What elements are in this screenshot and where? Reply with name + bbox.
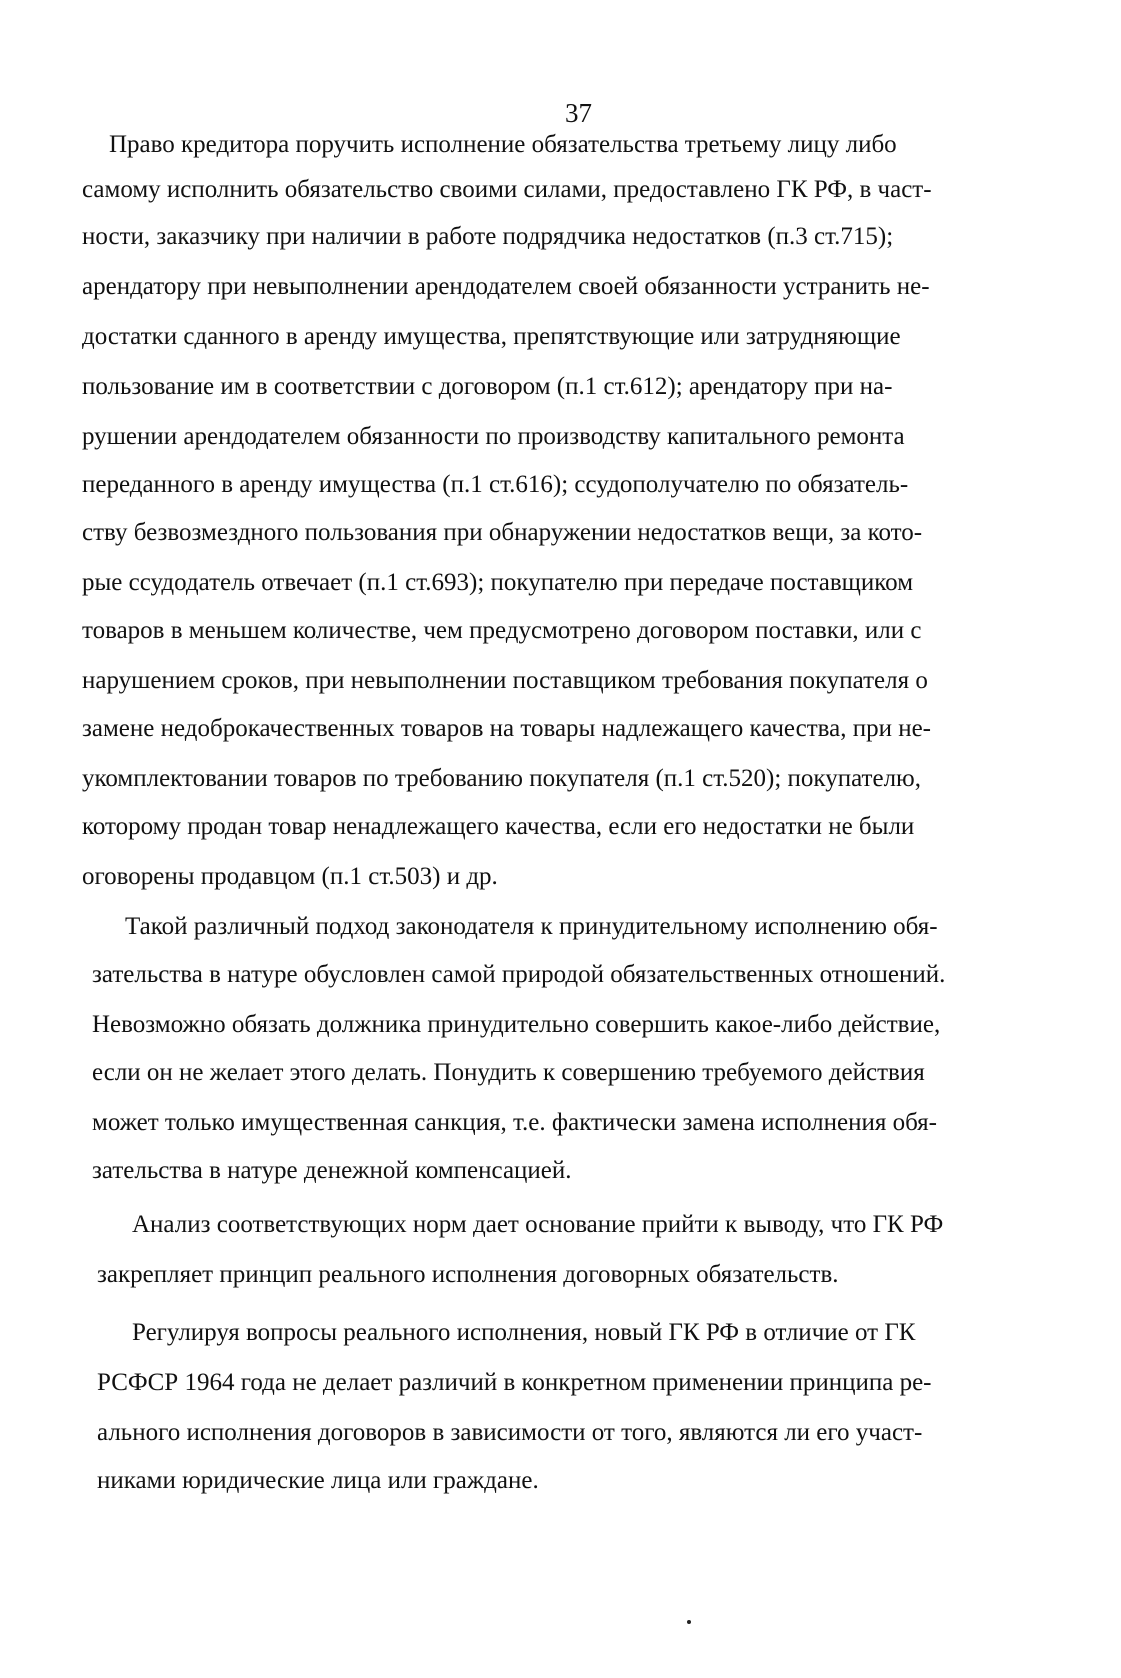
- text-line: зательства в натуре денежной компенсацией.: [92, 1157, 572, 1184]
- text-line: пользование им в соответствии с договором (п.1 ст.612); арендатору при на-: [82, 373, 893, 400]
- text-line: закрепляет принцип реального исполнения договорных обязательств.: [97, 1261, 839, 1288]
- text-line: Такой различный подход законодателя к принудительному исполнению обя-: [125, 913, 938, 940]
- text-line: оговорены продавцом (п.1 ст.503) и др.: [82, 863, 498, 890]
- text-line: никами юридические лица или граждане.: [97, 1467, 539, 1494]
- text-line: нарушением сроков, при невыполнении поставщиком требования покупателя о: [82, 667, 928, 694]
- text-line: переданного в аренду имущества (п.1 ст.616); ссудополучателю по обязатель-: [82, 471, 909, 498]
- text-line: укомплектовании товаров по требованию покупателя (п.1 ст.520); покупателю,: [82, 765, 921, 792]
- text-line: самому исполнить обязательство своими силами, предоставлено ГК РФ, в част-: [82, 176, 932, 203]
- text-line: ности, заказчику при наличии в работе подрядчика недостатков (п.3 ст.715);: [82, 223, 894, 250]
- text-line: рушении арендодателем обязанности по производству капитального ремонта: [82, 423, 905, 450]
- text-line: ального исполнения договоров в зависимости от того, являются ли его участ-: [97, 1419, 923, 1446]
- text-line: зательства в натуре обусловлен самой природой обязательственных отношений.: [92, 961, 946, 988]
- text-line: замене недоброкачественных товаров на товары надлежащего качества, при не-: [82, 715, 932, 742]
- text-line: Регулируя вопросы реального исполнения, новый ГК РФ в отличие от ГК: [132, 1319, 916, 1346]
- text-line: Право кредитора поручить исполнение обязательства третьему лицу либо: [109, 131, 897, 158]
- text-line: достатки сданного в аренду имущества, препятствующие или затрудняющие: [82, 323, 901, 350]
- text-line: Анализ соответствующих норм дает основание прийти к выводу, что ГК РФ: [132, 1211, 944, 1238]
- text-line: которому продан товар ненадлежащего качества, если его недостатки не были: [82, 813, 915, 840]
- text-line: товаров в меньшем количестве, чем предусмотрено договором поставки, или с: [82, 617, 922, 644]
- text-line: если он не желает этого делать. Понудить к совершению требуемого действия: [92, 1059, 925, 1086]
- scan-speck: [687, 1620, 691, 1624]
- text-line: может только имущественная санкция, т.е. фактически замена исполнения обя-: [92, 1109, 937, 1136]
- text-line: ству безвозмездного пользования при обнаружении недостатков вещи, за кото-: [82, 519, 923, 546]
- text-line: арендатору при невыполнении арендодателем своей обязанности устранить не-: [82, 273, 930, 300]
- page-number: 37: [565, 98, 592, 128]
- text-line: РСФСР 1964 года не делает различий в конкретном применении принципа ре-: [97, 1369, 932, 1396]
- text-line: рые ссудодатель отвечает (п.1 ст.693); покупателю при передаче поставщиком: [82, 569, 914, 596]
- text-line: Невозможно обязать должника принудительно совершить какое-либо действие,: [92, 1011, 941, 1038]
